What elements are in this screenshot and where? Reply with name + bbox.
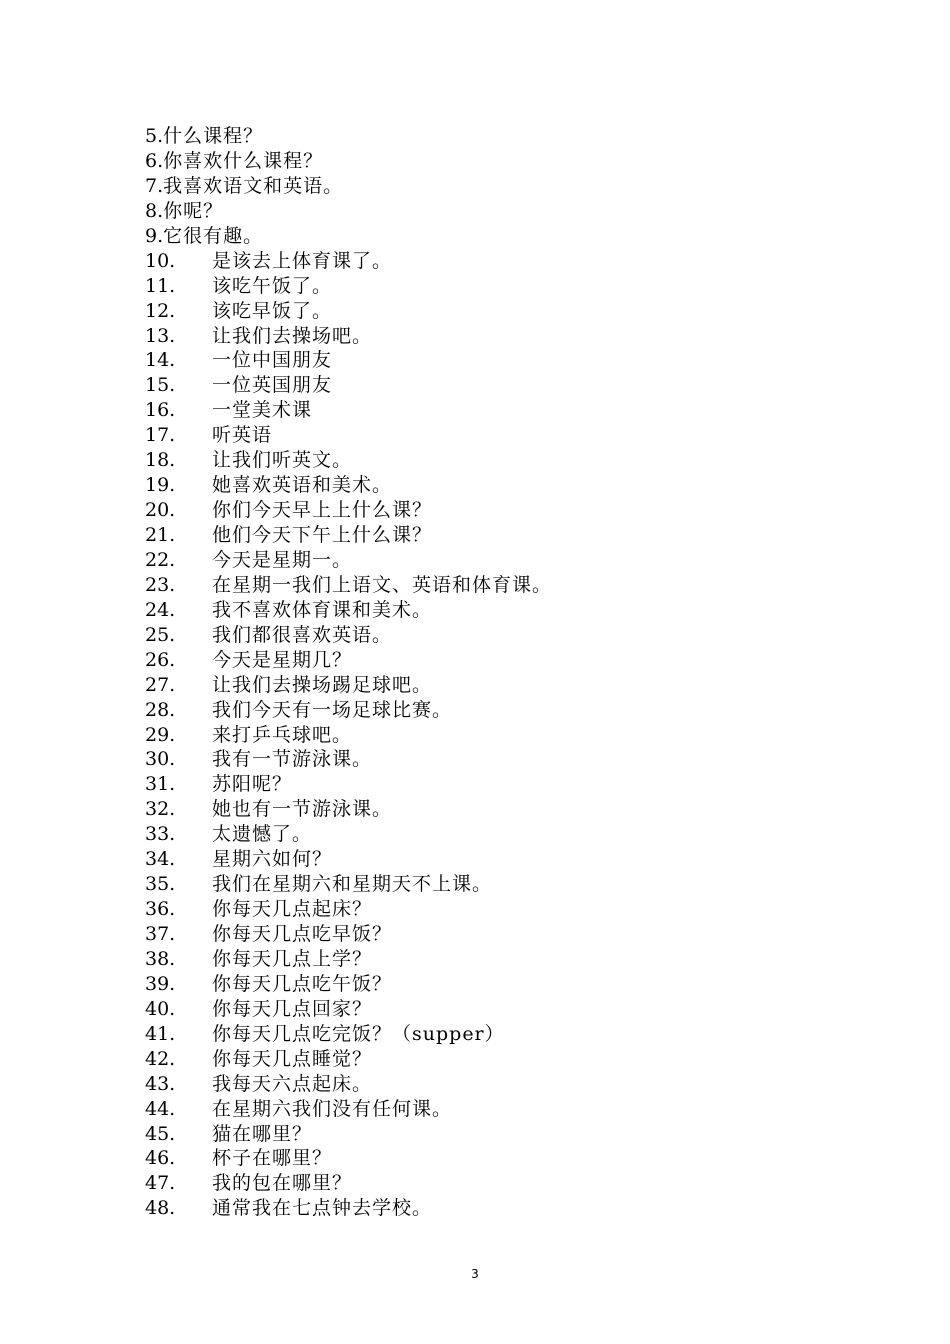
item-number: 37. [145,923,176,945]
item-text: 你每天几点睡觉？ [212,1047,373,1070]
list-item [145,747,905,772]
item-number: 22. [145,548,176,571]
item-text: 今天是星期一。 [212,548,353,571]
item-number: 47. [145,1172,176,1195]
list-item [145,1097,905,1122]
list-item [145,772,905,797]
item-number: 23. [145,573,176,596]
item-text: 你每天几点起床？ [212,898,373,921]
item-number: 8. [145,199,164,222]
list-item [145,548,905,573]
item-number: 7. [145,174,164,197]
item-number: 43. [145,1072,176,1095]
list-item [145,1196,905,1221]
list-item [145,498,905,523]
list-item [145,997,905,1022]
item-number: 27. [145,673,176,696]
item-text: 你每天几点回家？ [212,997,373,1020]
list-item [145,1047,905,1072]
list-item [145,398,905,423]
item-number: 35. [145,873,176,896]
item-number: 48. [145,1197,176,1220]
item-number: 14. [145,349,176,372]
item-text: 苏阳呢？ [212,773,293,796]
list-item [145,1171,905,1196]
item-text: 猫在哪里？ [212,1122,313,1145]
item-number: 25. [145,623,176,646]
item-text: 星期六如何？ [212,848,333,871]
item-number: 36. [145,898,176,921]
item-text: 杯子在哪里？ [212,1147,333,1170]
list-item [145,373,905,398]
item-number: 16. [145,399,176,422]
item-number: 24. [145,598,176,621]
item-text: 我每天六点起床。 [212,1072,373,1095]
item-number: 41. [145,1022,176,1045]
list-item [145,473,905,498]
list-item [145,897,905,922]
list-item [145,199,905,224]
item-text: 让我们去操场吧。 [212,324,373,347]
item-number: 20. [145,499,176,522]
list-item [145,822,905,847]
item-text: 我有一节游泳课。 [212,748,373,771]
item-number: 18. [145,449,176,472]
list-item [145,249,905,274]
list-item [145,1122,905,1147]
list-item [145,299,905,324]
list-item [145,922,905,947]
item-text: 我们今天有一场足球比赛。 [212,698,453,721]
item-number: 34. [145,848,176,871]
list-item [145,972,905,997]
list-item [145,523,905,548]
list-item [145,448,905,473]
list-item [145,648,905,673]
item-number: 29. [145,723,176,746]
item-number: 31. [145,773,176,796]
item-number: 38. [145,947,176,970]
item-text: 该吃早饭了。 [212,299,333,322]
item-number: 17. [145,424,176,447]
item-text: 你每天几点吃早饭？ [212,923,393,945]
item-number: 21. [145,524,176,546]
item-text: 你呢？ [163,199,224,222]
list-item [145,623,905,648]
item-text: 让我们听英文。 [212,449,353,472]
list-item [145,723,905,748]
item-number: 28. [145,698,176,721]
item-text: 在星期六我们没有任何课。 [212,1097,453,1120]
list-item [145,797,905,822]
list-item [145,573,905,598]
sentence-list [145,124,905,1221]
list-item [145,872,905,897]
item-number: 46. [145,1147,176,1170]
item-text: 我喜欢语文和英语。 [163,174,344,197]
list-item [145,698,905,723]
item-number: 26. [145,648,176,671]
item-text: 一位中国朋友 [212,349,333,372]
item-text: 什么课程？ [163,125,264,147]
item-number: 12. [145,299,176,322]
item-text: 我的包在哪里？ [212,1172,353,1195]
item-text: 今天是星期几？ [212,648,353,671]
item-text: 是该去上体育课了。 [212,249,393,272]
item-text: 我们在星期六和星期天不上课。 [212,873,493,896]
list-item [145,673,905,698]
item-number: 5. [145,125,164,147]
list-item [145,1022,905,1047]
item-text: 太遗憾了。 [212,823,313,846]
item-text: 你每天几点吃午饭？ [212,972,393,995]
item-number: 42. [145,1047,176,1070]
list-item [145,1146,905,1171]
item-text: 来打乒乓球吧。 [212,723,353,746]
item-text: 你们今天早上上什么课？ [212,499,433,522]
item-text: 听英语 [212,424,273,447]
item-text: 一堂美术课 [212,399,313,422]
list-item [145,224,905,249]
list-item [145,124,905,149]
item-text: 他们今天下午上什么课？ [212,524,433,546]
item-number: 10. [145,249,176,272]
list-item [145,274,905,299]
item-text: 你喜欢什么课程？ [163,149,324,172]
item-text: 一位英国朋友 [212,374,333,397]
list-item [145,348,905,373]
item-number: 6. [145,149,164,172]
item-number: 13. [145,324,176,347]
list-item [145,149,905,174]
item-text: 该吃午饭了。 [212,274,333,297]
list-item [145,423,905,448]
list-item [145,598,905,623]
item-number: 40. [145,997,176,1020]
item-text: 在星期一我们上语文、英语和体育课。 [212,573,553,596]
item-number: 39. [145,972,176,995]
item-text: 她也有一节游泳课。 [212,798,393,821]
item-text: 你每天几点上学？ [212,947,373,970]
item-text: 它很有趣。 [163,224,264,247]
item-text: 通常我在七点钟去学校。 [212,1197,433,1220]
item-number: 33. [145,823,176,846]
item-text: 我不喜欢体育课和美术。 [212,598,433,621]
item-number: 45. [145,1122,176,1145]
item-number: 44. [145,1097,176,1120]
item-number: 30. [145,748,176,771]
item-number: 19. [145,474,176,497]
item-text: 她喜欢英语和美术。 [212,474,393,497]
item-text: 我们都很喜欢英语。 [212,623,393,646]
list-item [145,847,905,872]
item-number: 15. [145,374,176,397]
list-item [145,1072,905,1097]
item-text: 你每天几点吃完饭？（supper） [212,1022,505,1045]
list-item [145,947,905,972]
list-item [145,324,905,349]
page-number: 3 [471,1267,479,1281]
item-text: 让我们去操场踢足球吧。 [212,673,433,696]
item-number: 9. [145,224,164,247]
item-number: 11. [145,274,176,297]
list-item [145,174,905,199]
item-number: 32. [145,798,176,821]
